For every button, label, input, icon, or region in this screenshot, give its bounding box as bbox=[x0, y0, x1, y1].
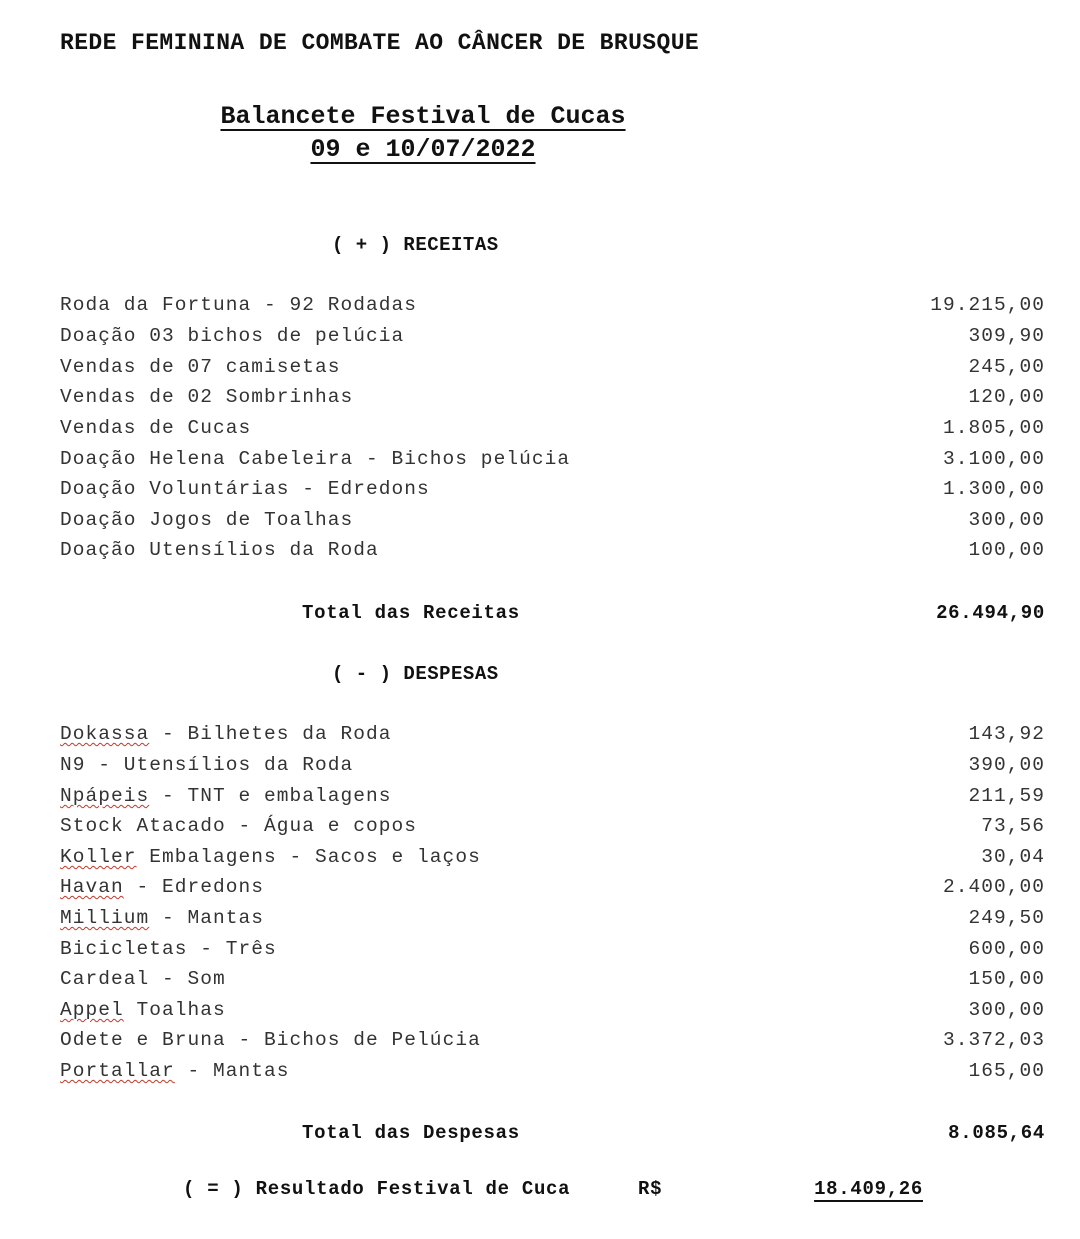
receita-row bbox=[60, 294, 1045, 324]
despesa-desc bbox=[60, 754, 353, 776]
despesa-value: 143,92 bbox=[968, 723, 1045, 745]
despesa-row bbox=[60, 999, 1045, 1029]
receita-desc: Doação Utensílios da Roda bbox=[60, 539, 379, 561]
despesa-detail: - Três bbox=[187, 938, 277, 960]
despesa-desc bbox=[60, 815, 417, 837]
despesa-detail: - Bilhetes da Roda bbox=[149, 723, 392, 745]
receita-value: 1.805,00 bbox=[942, 417, 1045, 439]
receita-value: 300,00 bbox=[968, 509, 1045, 531]
receita-row bbox=[60, 509, 1045, 539]
despesa-detail: Embalagens - Sacos e laços bbox=[136, 846, 481, 868]
despesa-row bbox=[60, 938, 1045, 968]
despesa-row bbox=[60, 968, 1045, 998]
despesas-total-value: 8.085,64 bbox=[948, 1122, 1045, 1144]
receita-value: 1.300,00 bbox=[942, 478, 1045, 500]
despesas-total-row bbox=[60, 1122, 1045, 1152]
receita-desc: Roda da Fortuna - 92 Rodadas bbox=[60, 294, 418, 316]
despesa-row bbox=[60, 907, 1045, 937]
receita-row bbox=[60, 325, 1045, 355]
despesa-vendor: Cardeal bbox=[60, 968, 150, 990]
receita-value: 100,00 bbox=[968, 539, 1045, 561]
despesa-vendor: Stock bbox=[60, 815, 124, 837]
despesa-row bbox=[60, 723, 1045, 753]
despesa-detail: e Bruna - Bichos de Pelúcia bbox=[123, 1029, 481, 1051]
despesa-row bbox=[60, 876, 1045, 906]
despesa-desc bbox=[60, 846, 481, 868]
despesa-desc bbox=[60, 785, 392, 807]
receita-value: 245,00 bbox=[968, 356, 1045, 378]
despesa-desc bbox=[60, 938, 277, 960]
receita-desc: Doação Voluntárias - Edredons bbox=[60, 478, 430, 500]
despesa-value: 211,59 bbox=[968, 785, 1045, 807]
despesa-row bbox=[60, 815, 1045, 845]
despesa-vendor: Portallar bbox=[60, 1060, 175, 1082]
despesa-value: 30,04 bbox=[981, 846, 1045, 868]
receita-row bbox=[60, 539, 1045, 569]
despesa-vendor: Npápeis bbox=[60, 785, 150, 807]
organization-name: REDE FEMININA DE COMBATE AO CÂNCER DE BRUSQUE bbox=[60, 30, 700, 56]
despesa-value: 165,00 bbox=[968, 1060, 1045, 1082]
receita-value: 19.215,00 bbox=[930, 294, 1045, 316]
despesa-vendor: Odete bbox=[60, 1029, 124, 1051]
receita-row bbox=[60, 448, 1045, 478]
receita-value: 309,90 bbox=[968, 325, 1045, 347]
despesa-value: 73,56 bbox=[981, 815, 1045, 837]
resultado-value: 18.409,26 bbox=[814, 1178, 923, 1200]
despesa-value: 150,00 bbox=[968, 968, 1045, 990]
despesa-row bbox=[60, 1029, 1045, 1059]
despesa-row bbox=[60, 846, 1045, 876]
despesa-detail: - Som bbox=[149, 968, 226, 990]
resultado-currency: R$ bbox=[638, 1178, 663, 1200]
despesa-detail: - TNT e embalagens bbox=[149, 785, 392, 807]
receita-row bbox=[60, 478, 1045, 508]
despesa-value: 3.372,03 bbox=[942, 1029, 1045, 1051]
receita-desc: Doação Helena Cabeleira - Bichos pelúcia bbox=[60, 448, 571, 470]
despesa-vendor: Millium bbox=[60, 907, 150, 929]
despesa-row bbox=[60, 754, 1045, 784]
receitas-total-row bbox=[60, 602, 1045, 632]
receita-row bbox=[60, 386, 1045, 416]
despesa-vendor: N9 bbox=[60, 754, 86, 776]
despesa-row bbox=[60, 785, 1045, 815]
despesa-value: 249,50 bbox=[968, 907, 1045, 929]
despesa-detail: - Edredons bbox=[123, 876, 265, 898]
receita-row bbox=[60, 417, 1045, 447]
receita-desc: Doação 03 bichos de pelúcia bbox=[60, 325, 405, 347]
resultado-row bbox=[183, 1178, 923, 1212]
despesa-vendor: Appel bbox=[60, 999, 124, 1021]
document-title: Balancete Festival de Cucas bbox=[220, 102, 626, 131]
receita-desc: Vendas de 07 camisetas bbox=[60, 356, 341, 378]
resultado-label: ( = ) Resultado Festival de Cuca bbox=[183, 1178, 571, 1200]
despesa-detail: - Mantas bbox=[174, 1060, 290, 1082]
document-date: 09 e 10/07/2022 bbox=[310, 135, 536, 164]
despesa-detail: - Utensílios da Roda bbox=[85, 754, 354, 776]
despesa-row bbox=[60, 1060, 1045, 1090]
despesa-detail: Atacado - Água e copos bbox=[123, 815, 418, 837]
despesa-detail: - Mantas bbox=[149, 907, 265, 929]
receitas-heading: ( + ) RECEITAS bbox=[332, 234, 499, 256]
despesa-value: 600,00 bbox=[968, 938, 1045, 960]
despesa-vendor: Dokassa bbox=[60, 723, 150, 745]
despesas-total-label: Total das Despesas bbox=[302, 1122, 520, 1144]
despesa-desc bbox=[60, 876, 264, 898]
receitas-total-label: Total das Receitas bbox=[302, 602, 520, 624]
receita-value: 3.100,00 bbox=[942, 448, 1045, 470]
despesa-desc bbox=[60, 723, 392, 745]
despesa-vendor: Bicicletas bbox=[60, 938, 188, 960]
receita-desc: Vendas de 02 Sombrinhas bbox=[60, 386, 354, 408]
receita-row bbox=[60, 356, 1045, 386]
despesa-value: 390,00 bbox=[968, 754, 1045, 776]
despesa-desc bbox=[60, 1060, 290, 1082]
receita-desc: Doação Jogos de Toalhas bbox=[60, 509, 354, 531]
receitas-total-value: 26.494,90 bbox=[936, 602, 1045, 624]
despesa-desc bbox=[60, 1029, 481, 1051]
despesas-heading: ( - ) DESPESAS bbox=[332, 663, 499, 685]
despesa-value: 300,00 bbox=[968, 999, 1045, 1021]
despesa-desc bbox=[60, 968, 226, 990]
despesa-desc bbox=[60, 907, 264, 929]
despesa-detail: Toalhas bbox=[123, 999, 226, 1021]
despesa-vendor: Havan bbox=[60, 876, 124, 898]
receita-desc: Vendas de Cucas bbox=[60, 417, 252, 439]
despesa-desc bbox=[60, 999, 226, 1021]
despesa-vendor: Koller bbox=[60, 846, 137, 868]
receita-value: 120,00 bbox=[968, 386, 1045, 408]
despesa-value: 2.400,00 bbox=[942, 876, 1045, 898]
